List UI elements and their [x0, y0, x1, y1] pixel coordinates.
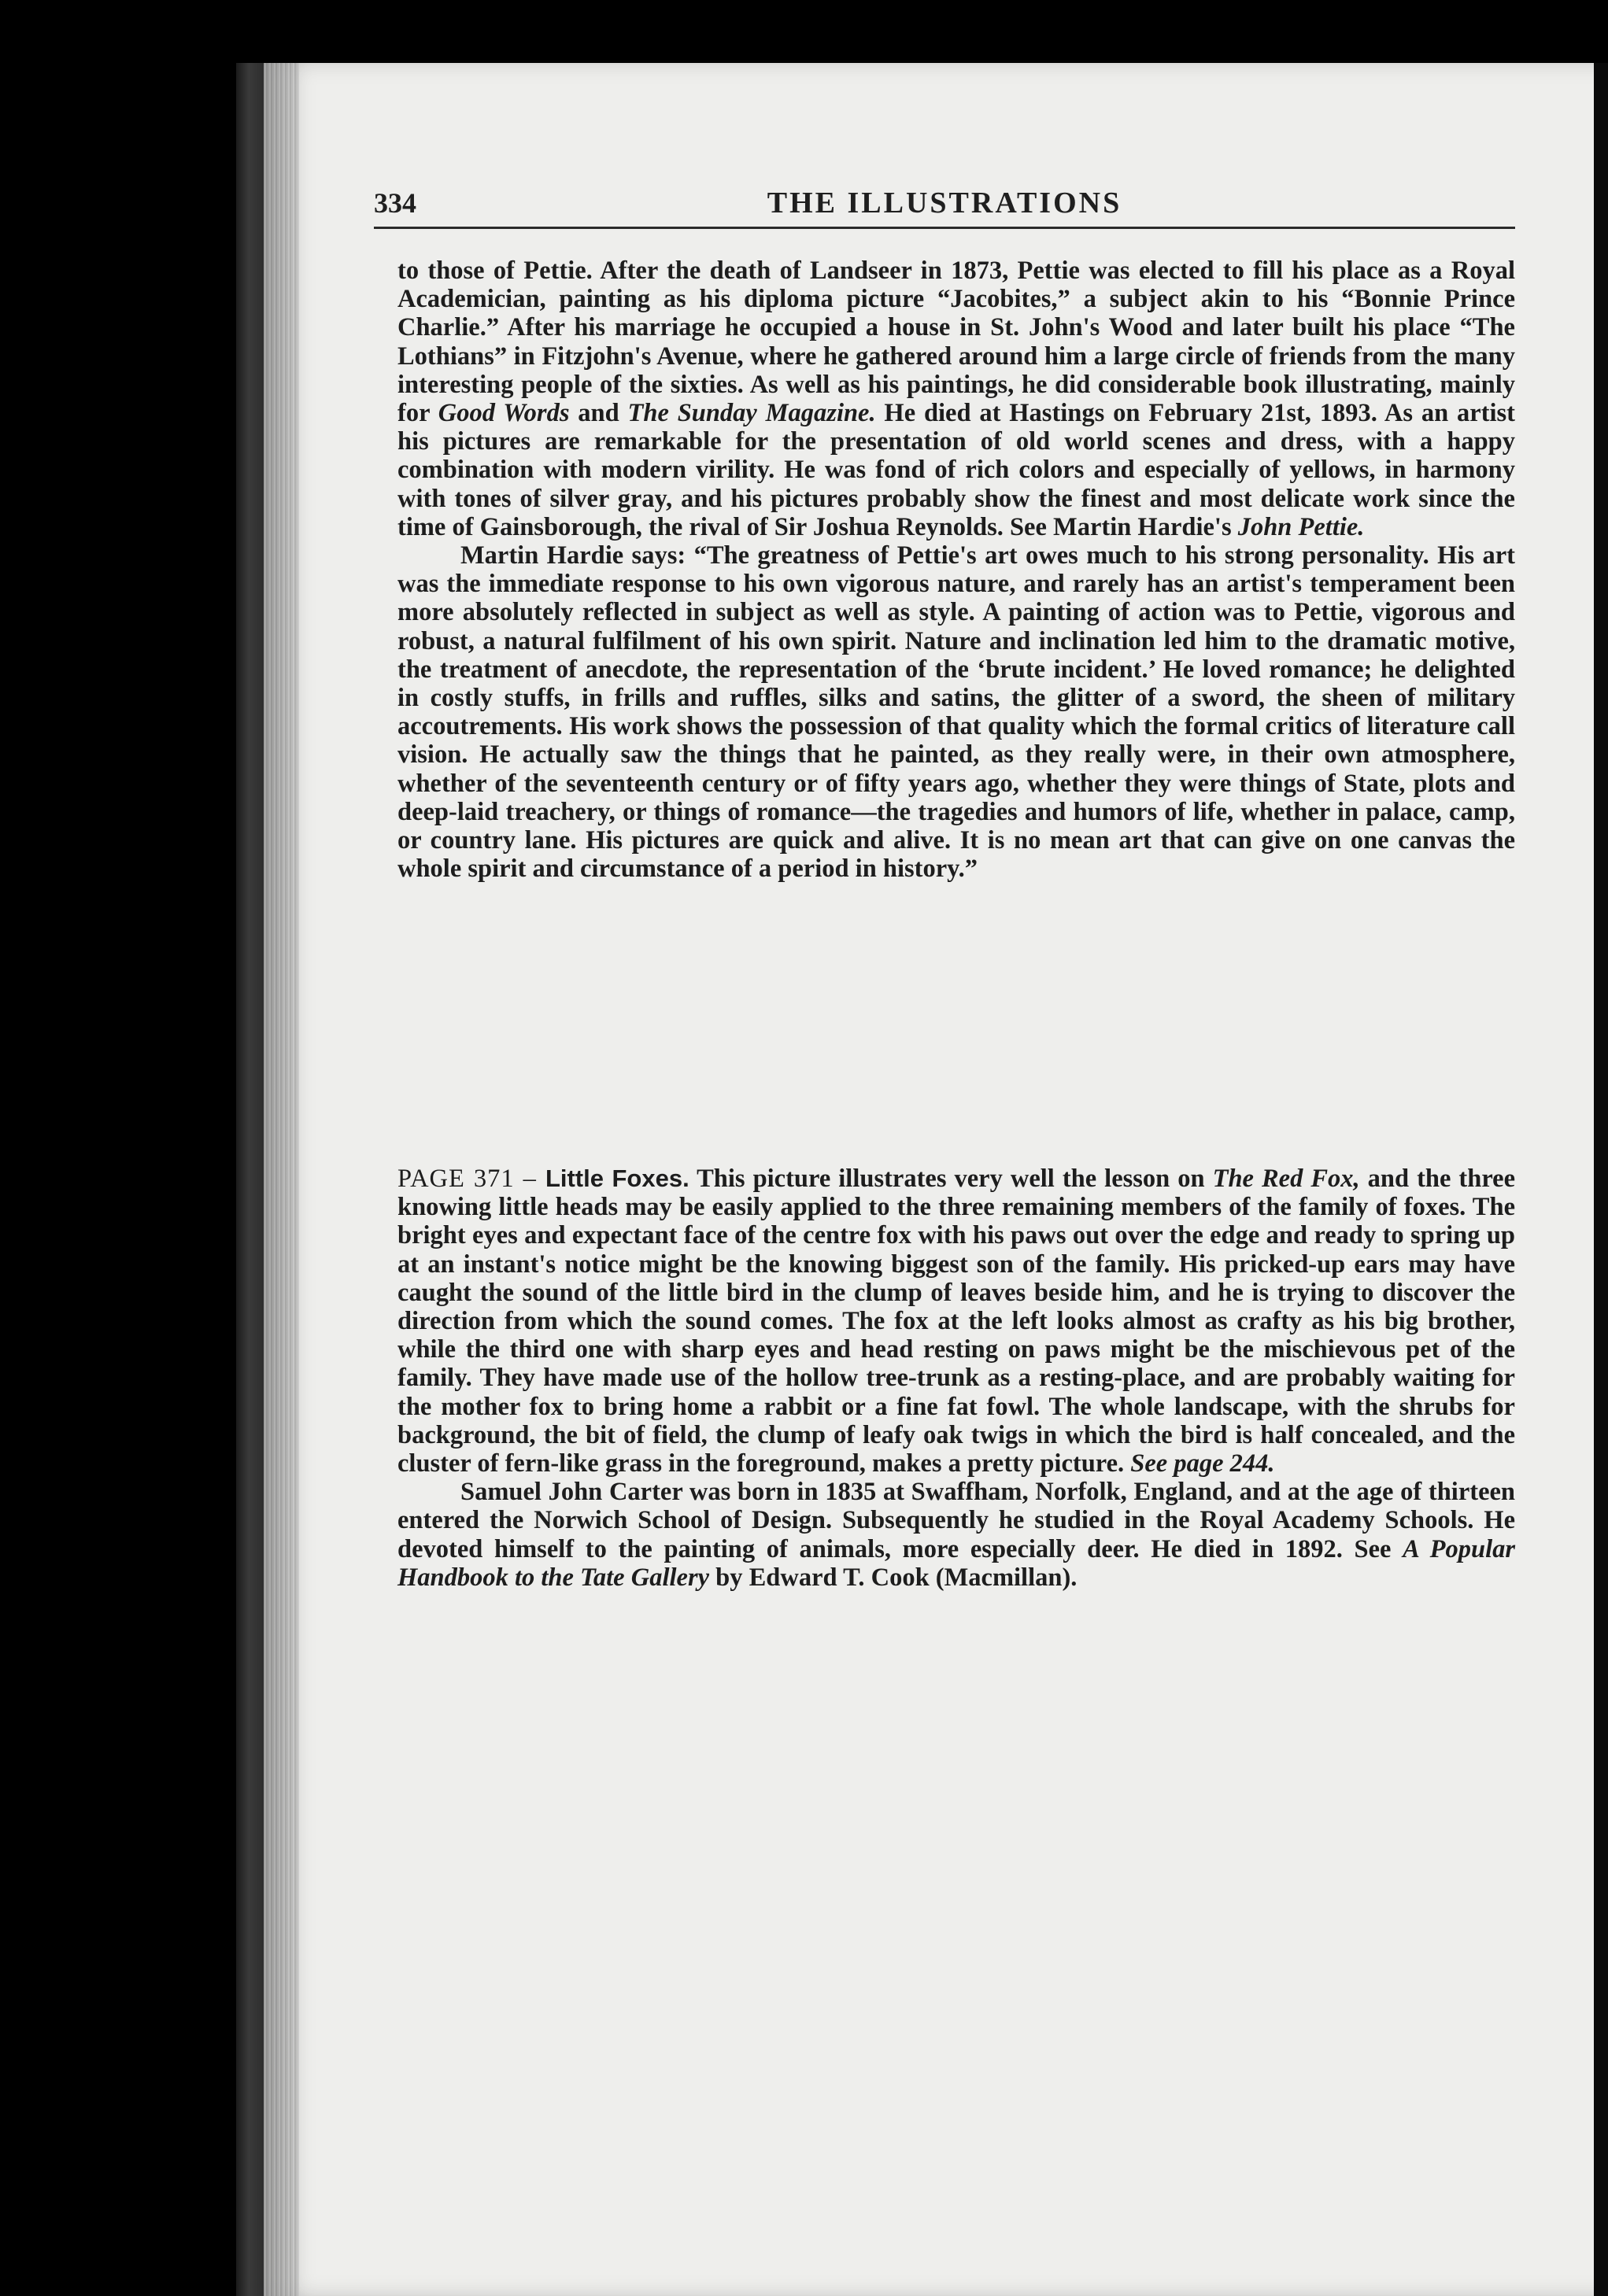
text-run: and the three knowing little heads may be easily applied to the three remaining members of the family of foxes. The bright eyes and expectant face of the centre fox with his paws out over the edge and ready to spring up at an instant's notice might be the knowing biggest son of the family. His pricked-up ears may have caught the sound of the little bird in the clump of leaves beside him, and he is trying to discover the direction from which the sound comes. The fox at the left looks almost as crafty as his big brother, while the third one with sharp eyes and head resting on paws might be the mischievous pet of the family. They have made use of the hollow tree-trunk as a resting-place, and are probably waiting for the mother fox to bring home a rabbit or a fine fat fowl. The whole landscape, with the shrubs for background, the bit of field, the clump of leafy oak twigs in which the bird is half concealed, and the cluster of fern-like grass in the foreground, makes a pretty picture. — [397, 1165, 1516, 1478]
publication-title: The Sunday Magazine. — [627, 399, 876, 428]
publication-title: Good Words — [438, 399, 570, 428]
book-title: A Popular Handbook to the Tate Gallery — [397, 1534, 1515, 1592]
page-header — [374, 179, 1515, 229]
pettie-section — [397, 257, 1515, 883]
text-run: Samuel John Carter was born in 1835 at Swaffham, Norfolk, England, and at the age of thirteen entered the Norwich School of Design. Subsequently he studied in the Royal Academy Schools. He devoted himself to the painting of animals, more especially deer. He died in 1892. See — [397, 1478, 1515, 1563]
book-title: John Pettie. — [1237, 512, 1365, 541]
text-run: and — [569, 399, 628, 428]
page-right-edge — [1594, 63, 1608, 2296]
lesson-title: The Red Fox, — [1212, 1165, 1360, 1193]
pettie-paragraph-1 — [397, 257, 1515, 541]
pettie-paragraph-2: Martin Hardie says: “The greatness of Pettie's art owes much to his strong personality. His art was the immediate response to his own vigorous nature, and rarely has an artist's temperament been more absolutely reflected in subject as well as style. A painting of action was to Pettie, vigorous and robust, a natural fulfilment of his own spirit. Nature and inclination led him to the dramatic motive, the treatment of anecdote, the representation of the ‘brute incident.’ He loved romance; he delighted in costly stuffs, in frills and ruffles, silks and satins, the glitter of a sword, the sheen of military accoutrements. His work shows the possession of that quality which the formal critics of literature call vision. He actually saw the things that he painted, as they really were, in their own atmosphere, whether of the seventeenth century or of fifty years ago, whether they were things of State, plots and deep-laid treachery, or things of romance—the tragedies and humors of life, whether in palace, camp, or country lane. His pictures are quick and alive. It is no mean art that can give on one canvas the whole spirit and circumstance of a period in history.” — [397, 541, 1515, 884]
little-foxes-section — [397, 1165, 1515, 1592]
text-run: This picture illustrates very well the lesson on — [689, 1165, 1213, 1193]
page-reference: PAGE 371 – — [397, 1165, 545, 1193]
page-number: 334 — [374, 187, 416, 219]
picture-title: Little Foxes. — [545, 1165, 689, 1192]
cross-reference: See page 244. — [1130, 1449, 1275, 1478]
text-run: He died at Hastings on February 21st, 1893. As an artist his pictures are remarkable for the presentation of old world scenes and dress, with a happy combination with modern virility. He was fond of rich colors and especially of yellows, in harmony with tones of silver gray, and his pictures probably show the finest and most delicate work since the time of Gainsborough, the rival of Sir Joshua Reynolds. See Martin Hardie's — [397, 399, 1515, 541]
running-title: THE ILLUSTRATIONS — [767, 186, 1122, 220]
foxes-paragraph-2 — [397, 1478, 1515, 1592]
text-run: by Edward T. Cook (Macmillan). — [709, 1563, 1078, 1592]
book-spine — [236, 63, 268, 2296]
page-gutter — [264, 63, 299, 2296]
text-run: to those of Pettie. After the death of Landseer in 1873, Pettie was elected to fill his place as a Royal Academician, painting as his diploma picture “Jacobites,” a subject akin to his “Bonnie Prince Charlie.” After his marriage he occupied a house in St. John's Wood and later built his place “The Lothians” in Fitzjohn's Avenue, where he gathered around him a large circle of friends from the many interesting people of the sixties. As well as his paintings, he did considerable book illustrating, mainly for — [397, 257, 1515, 428]
foxes-paragraph-1 — [397, 1165, 1515, 1478]
